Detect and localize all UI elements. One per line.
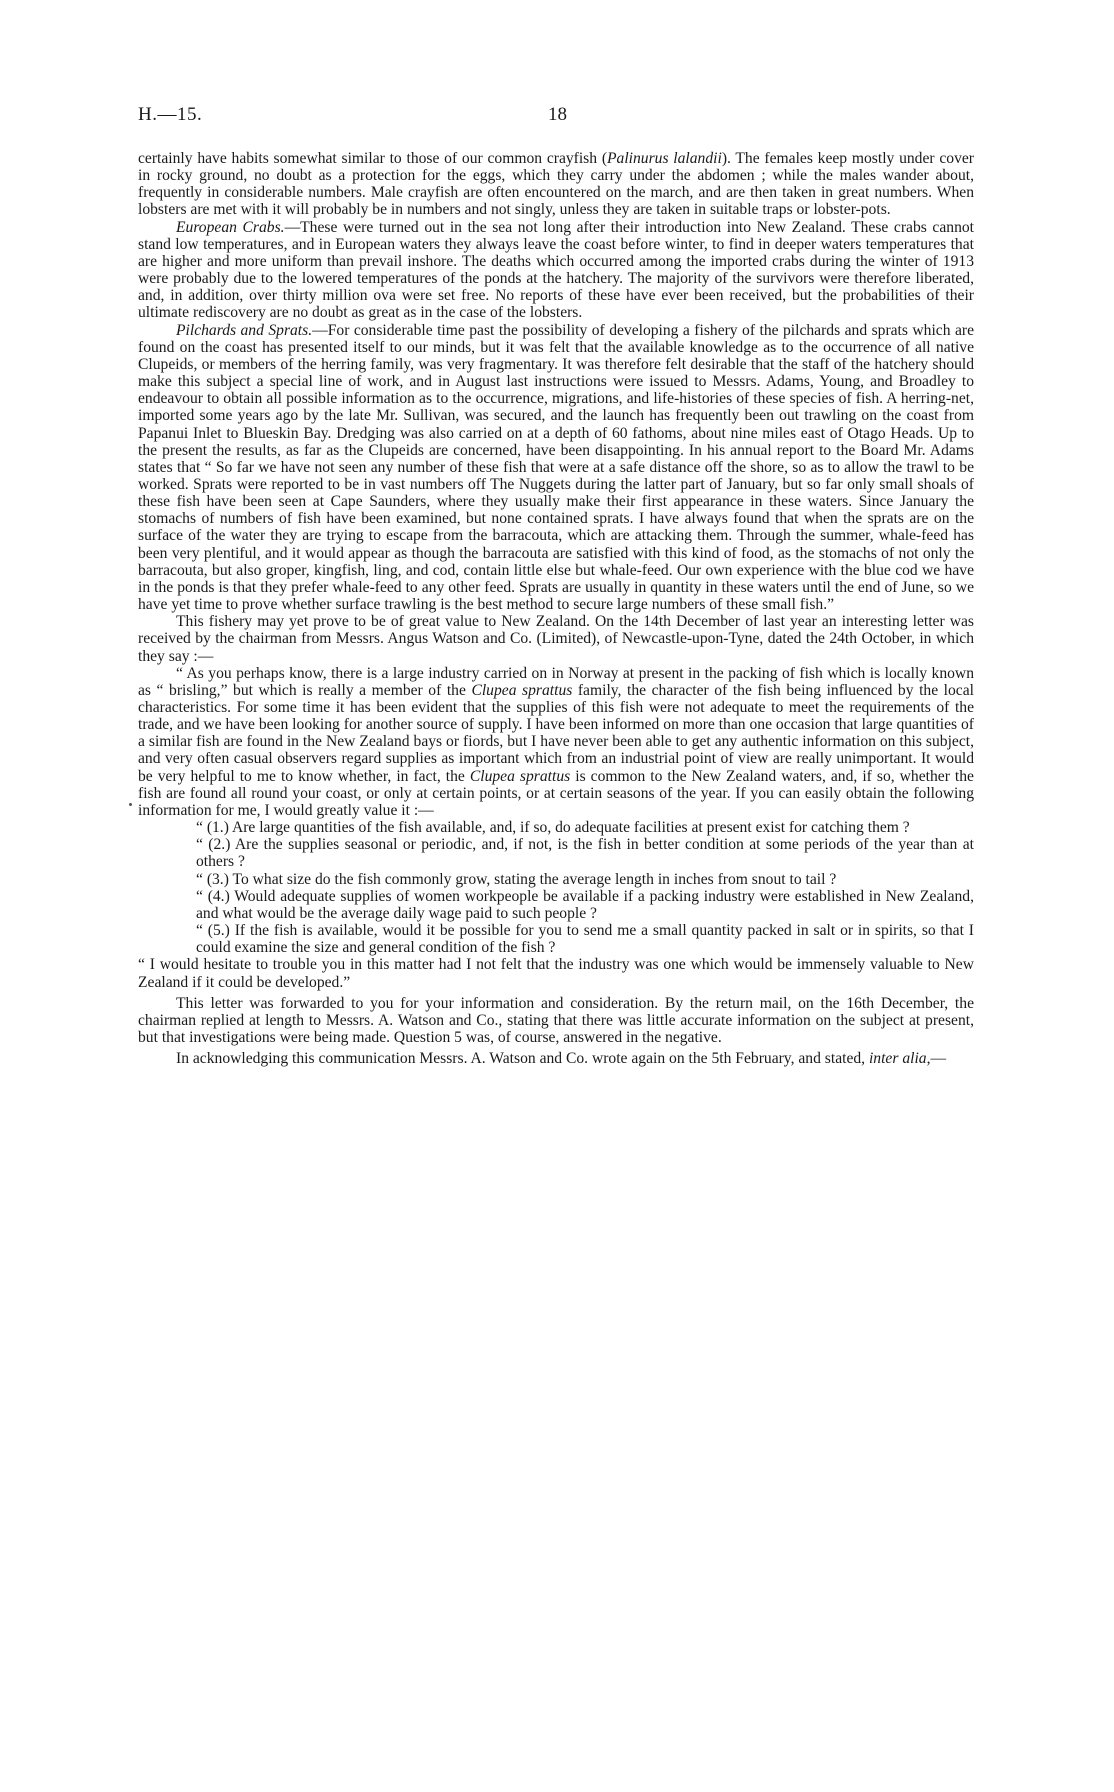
margin-mark xyxy=(129,803,132,806)
species-name: Clupea sprattus xyxy=(469,767,571,785)
paragraph-pilchards-sprats xyxy=(138,322,974,614)
text-run: —These were turned out in the sea not long after their introduction into New Zealand. These crabs cannot stand low temperatures, and in European waters they always leave the coast before winter, to find in deeper waters temperatures that are higher and more uniform than prevail inshore. The deaths which occurred among the imported crabs during the winter of 1913 were probably due to the lowered temperatures of the ponds at the hatchery. The majority of the survivors were therefore liberated, and, in addition, over thirty million ova were set free. No reports of these have ever been received, but the probabilities of their ultimate rediscovery are no doubt as great as in the case of the lobsters. xyxy=(138,218,974,322)
text-run: ). The females keep mostly under cover in rocky ground, no doubt as a protection for the eggs, which they carry under the abdomen ; while the males wander about, frequently in considerable numbers. Male crayfish are often encountered on the march, and are then taken in great numbers. When lobsters are met with it will probably be in numbers and not singly, unless they are taken in suitable traps or lobster-pots. xyxy=(138,150,974,219)
question-2: “ (2.) Are the supplies seasonal or periodic, and, if not, is the fish in better condition at some periods of the year than at others ? xyxy=(196,836,974,871)
text-run: In acknowledging this communication Messrs. A. Watson and Co. wrote again on the 5th February, and stated, xyxy=(176,1050,869,1068)
document-reference: H.—15. xyxy=(138,104,203,125)
paragraph-fishery-value xyxy=(138,613,974,664)
body-text xyxy=(138,150,974,1067)
paragraph-watson-letter xyxy=(138,665,974,819)
question-1: “ (1.) Are large quantities of the fish available, and, if so, do adequate facilities at present exist for catching them ? xyxy=(196,819,910,837)
question-5: “ (5.) If the fish is available, would it be possible for you to send me a small quantity packed in salt or in spirits, so that I could examine the size and general condition of the fish ? xyxy=(196,922,974,957)
species-name: Palinurus lalandii xyxy=(607,150,722,167)
text-run: family, the character of the fish being influenced by the local characteristics. For some time it has been evident that the supplies of this fish were not adequate to meet the requirements of the trade, and we have been looking for another source of supply. I have been informed on more than one occasion that large quantities of a similar fish are found in the New Zealand bays or fiords, but I have never been able to get any authentic information on this subject, and very often casual observers regard supplies as important which from an industrial point of view are really unimportant. It would be very helpful to me to know whether, in fact, the xyxy=(138,681,974,785)
latin-phrase: inter alia xyxy=(868,1050,927,1068)
paragraph-letter-closing: “ I would hesitate to trouble you in this matter had I not felt that the industry was one which would be immensely valuable to New Zealand if it could be developed.” xyxy=(138,956,974,991)
text-run: —For considerable time past the possibility of developing a fishery of the pilchards and sprats which are found on the coast has presented itself to our minds, but it was felt that the available knowledge as to the occurrence of all native Clupeids, or members of the herring family, was very fragmentary. It was therefore felt desirable that the staff of the hatchery should make this subject a special line of work, and in August last instructions were issued to Messrs. Adams, Young, and Broadley to endeavour to obtain all possible information as to the occurrence, migrations, and life-histories of these species of fish. A herring-net, imported some years ago by the late Mr. Sullivan, was secured, and the launch has frequently been out trawling on the coast from Papanui Inlet to Blueskin Bay. Dredging was also carried on at a depth of 60 fathoms, about nine miles east of Otago Heads. Up to the present the results, as far as the Clupeids are concerned, have been disappointing. In his annual report to the Board Mr. Adams states that “ So far we have not seen any number of these fish that were at a safe distance off the shore, so as to allow the trawl to be worked. Sprats were reported to be in vast numbers off The Nuggets during the latter part of January, but so far only small shoals of these fish have been seen at Cape Saunders, where they usually make their first appearance in these waters. Since January the stomachs of numbers of fish have been examined, but none contained sprats. I have always found that when the sprats are on the surface of the water they are trying to escape from the barracouta, which are attacking them. Through the summer, whale-feed has been very plentiful, and it would appear as though the barracouta are satisfied with this kind of food, as the stomachs of not only the barracouta, but also groper, kingfish, ling, and cod, contain little else but whale-feed. Our own experience with the blue cod we have in the ponds is that they prefer whale-feed to any other feed. Sprats are usually in quantity in these waters until the end of June, so we have yet time to prove whether surface trawling is the best method to secure large numbers of these small fish.” xyxy=(138,321,974,614)
text-run: ,— xyxy=(926,1050,947,1068)
question-3: “ (3.) To what size do the fish commonly grow, stating the average length in inches from snout to tail ? xyxy=(196,870,837,888)
page-number: 18 xyxy=(548,104,567,125)
species-name: Clupea sprattus xyxy=(471,681,573,699)
paragraph-reply: This letter was forwarded to you for your information and consideration. By the return mail, on the 16th December, the chairman replied at length to Messrs. A. Watson and Co., stating that there was little accurate information on the subject at present, but that investigations were being made. Question 5 was, of course, answered in the negative. xyxy=(138,994,974,1046)
paragraph-lobsters xyxy=(138,150,974,219)
section-heading: European Crabs. xyxy=(176,218,285,236)
text-run: certainly have habits somewhat similar to those of our common crayfish ( xyxy=(138,150,608,167)
text-run: is common to the New Zealand waters, and, if so, whether the fish are found all round your coast, or only at certain points, or at certain seasons of the year. If you can easily obtain the following information for me, I would greatly value it :— xyxy=(138,767,974,819)
page-header xyxy=(138,104,974,130)
paragraph-acknowledgement xyxy=(138,1050,974,1067)
text-run: This fishery may yet prove to be of great value to New Zealand. On the 14th December of last year an interesting letter was received by the chairman from Messrs. Angus Watson and Co. (Limited), of Newcastle-upon-Tyne, dated the 24th October, in which they say :— xyxy=(138,613,974,665)
question-4: “ (4.) Would adequate supplies of women workpeople be available if a packing industry were established in New Zealand, and what would be the average daily wage paid to such people ? xyxy=(196,887,974,922)
paragraph-european-crabs xyxy=(138,219,974,322)
section-heading: Pilchards and Sprats. xyxy=(176,321,313,339)
text-run: “ As you perhaps know, there is a large industry carried on in Norway at present in the packing of fish which is locally known as “ brisling,” but which is really a member of the xyxy=(138,664,974,699)
